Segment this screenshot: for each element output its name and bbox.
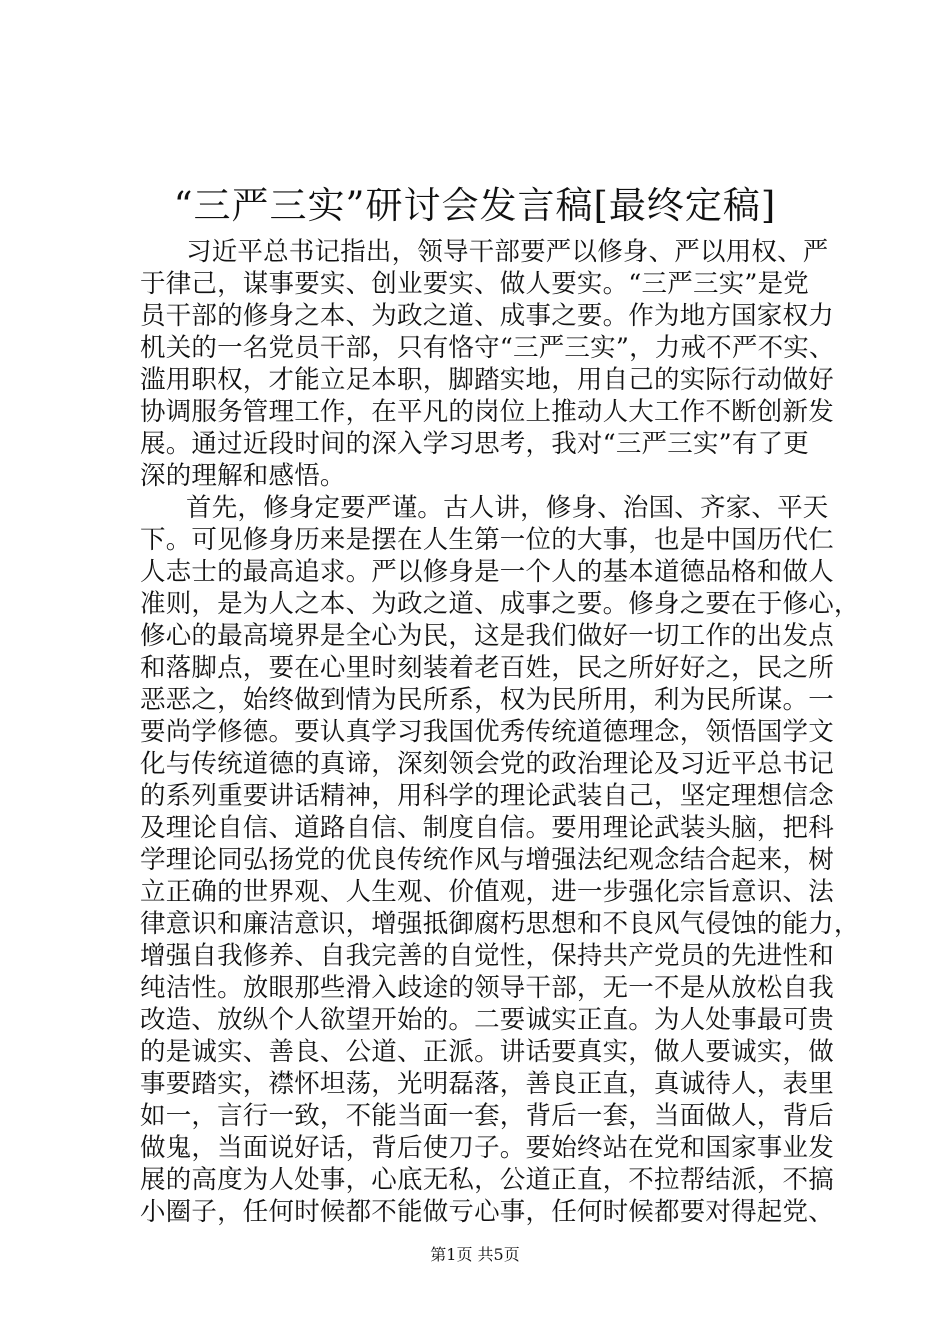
text-line: 及理论自信、道路自信、制度自信。要用理论武装头脑，把科	[140, 813, 834, 843]
document-title: “三严三实”研讨会发言稿[最终定稿]	[173, 184, 777, 227]
text-line: 修心的最高境界是全心为民，这是我们做好一切工作的出发点	[140, 621, 834, 651]
text-line: 事要踏实，襟怀坦荡，光明磊落，善良正直，真诚待人，表里	[140, 1069, 834, 1099]
text-line: 律意识和廉洁意识，增强抵御腐朽思想和不良风气侵蚀的能力，	[140, 909, 860, 939]
text-line: 立正确的世界观、人生观、价值观，进一步强化宗旨意识、法	[140, 877, 834, 907]
text-line: 机关的一名党员干部，只有恪守“三严三实”，力戒不严不实、	[140, 333, 835, 363]
text-line: 人志士的最高追求。严以修身是一个人的基本道德品格和做人	[140, 557, 834, 587]
text-line: 下。可见修身历来是摆在人生第一位的大事，也是中国历代仁	[140, 525, 834, 555]
text-line: 要尚学修德。要认真学习我国优秀传统道德理念，领悟国学文	[140, 717, 834, 747]
text-line: 和落脚点，要在心里时刻装着老百姓，民之所好好之，民之所	[140, 653, 834, 683]
text-line: 习近平总书记指出，领导干部要严以修身、严以用权、严	[186, 237, 829, 267]
text-line: 小圈子，任何时候都不能做亏心事，任何时候都要对得起党、	[140, 1197, 834, 1227]
paragraph-2	[140, 492, 860, 1228]
text-line: 纯洁性。放眼那些滑入歧途的领导干部，无一不是从放松自我	[140, 973, 834, 1003]
text-line: 学理论同弘扬党的优良传统作风与增强法纪观念结合起来，树	[140, 845, 834, 875]
text-line: 深的理解和感悟。	[140, 461, 346, 491]
text-line: 滥用职权，才能立足本职，脚踏实地，用自己的实际行动做好	[140, 365, 834, 395]
text-line: 展。通过近段时间的深入学习思考，我对“三严三实”有了更	[140, 429, 809, 459]
text-line: 化与传统道德的真谛，深刻领会党的政治理论及习近平总书记	[140, 749, 834, 779]
text-line: 首先，修身定要严谨。古人讲，修身、治国、齐家、平天	[186, 493, 829, 523]
page-number-footer: 第1页 共5页	[430, 1245, 520, 1264]
text-line: 展的高度为人处事，心底无私，公道正直，不拉帮结派，不搞	[140, 1165, 834, 1195]
text-line: 恶恶之，始终做到情为民所系，权为民所用，利为民所谋。一	[140, 685, 834, 715]
text-line: 于律己，谋事要实、创业要实、做人要实。“三严三实”是党	[140, 269, 809, 299]
text-line: 如一，言行一致，不能当面一套，背后一套，当面做人，背后	[140, 1101, 834, 1131]
paragraph-1	[140, 236, 840, 492]
document-body	[140, 236, 860, 1228]
text-line: 的是诚实、善良、公道、正派。讲话要真实，做人要诚实，做	[140, 1037, 834, 1067]
text-line: 改造、放纵个人欲望开始的。二要诚实正直。为人处事最可贵	[140, 1005, 834, 1035]
text-line: 增强自我修养、自我完善的自觉性，保持共产党员的先进性和	[140, 941, 834, 971]
text-line: 准则，是为人之本、为政之道、成事之要。修身之要在于修心，	[140, 589, 860, 619]
text-line: 协调服务管理工作，在平凡的岗位上推动人大工作不断创新发	[140, 397, 834, 427]
text-line: 的系列重要讲话精神，用科学的理论武装自己，坚定理想信念	[140, 781, 834, 811]
text-line: 做鬼，当面说好话，背后使刀子。要始终站在党和国家事业发	[140, 1133, 834, 1163]
text-line: 员干部的修身之本、为政之道、成事之要。作为地方国家权力	[140, 301, 834, 331]
